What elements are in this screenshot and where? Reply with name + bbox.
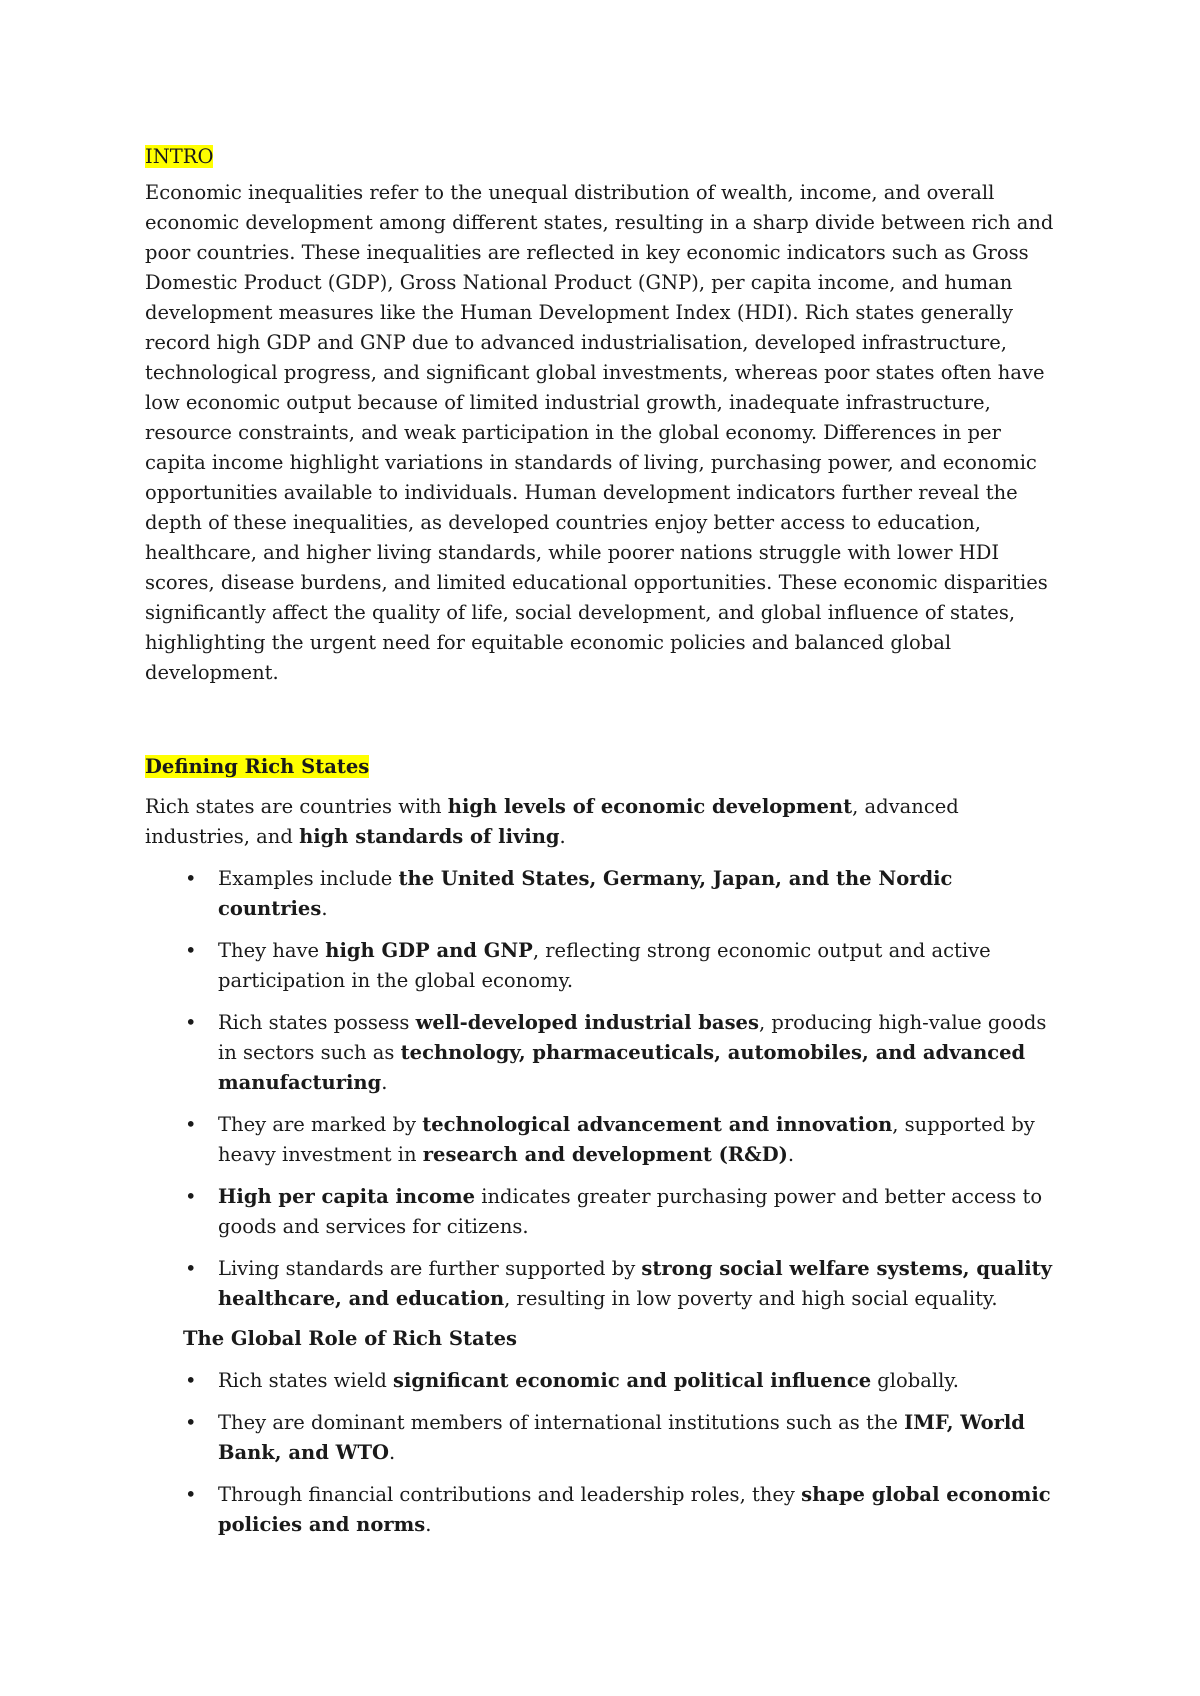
text-run: . <box>321 897 328 920</box>
text-run: . <box>381 1071 388 1094</box>
text-run: Rich states are countries with <box>145 795 448 818</box>
list-item <box>145 864 1065 924</box>
bullet-icon: • <box>185 1369 197 1392</box>
bullet-icon: • <box>185 1113 197 1136</box>
intro-label <box>145 142 1065 172</box>
bold-run: research and development (R&D) <box>422 1143 788 1166</box>
bold-run: technology, pharmaceuticals, automobiles, and advanced manufacturing <box>218 1041 1026 1094</box>
text-run: Rich states possess <box>218 1011 416 1034</box>
text-run: They are marked by <box>218 1113 423 1136</box>
text-run: . <box>389 1441 396 1464</box>
text-run: globally. <box>871 1369 959 1392</box>
list-item <box>145 1182 1065 1242</box>
text-run: Examples include <box>218 867 399 890</box>
global-role-list <box>145 1366 1065 1540</box>
bold-run: strong social welfare systems, quality healthcare, and education <box>218 1257 1052 1310</box>
list-item <box>145 1480 1065 1540</box>
text-run: They are dominant members of international institutions such as the <box>218 1411 905 1434</box>
list-item <box>145 1408 1065 1468</box>
text-run: , resulting in low poverty and high social equality. <box>504 1287 998 1310</box>
bold-run: IMF, World Bank, and WTO <box>218 1411 1025 1464</box>
bold-run: high standards of living <box>299 825 560 848</box>
document-page <box>145 142 1065 1540</box>
rich-states-list <box>145 864 1065 1314</box>
bullet-icon: • <box>185 1411 197 1434</box>
intro-paragraph: Economic inequalities refer to the unequal distribution of wealth, income, and overall economic development among different states, resulting in a sharp divide between rich and poor countries. These inequalities are reflected in key economic indicators such as Gross Domestic Product (GDP), Gross National Product (GNP), per capita income, and human development measures like the Human Development Index (HDI). Rich states generally record high GDP and GNP due to advanced industrialisation, developed infrastructure, technological progress, and significant global investments, whereas poor states often have low economic output because of limited industrial growth, inadequate infrastructure, resource constraints, and weak participation in the global economy. Differences in per capita income highlight variations in standards of living, purchasing power, and economic opportunities available to individuals. Human development indicators further reveal the depth of these inequalities, as developed countries enjoy better access to education, healthcare, and higher living standards, while poorer nations struggle with lower HDI scores, disease burdens, and limited educational opportunities. These economic disparities significantly affect the quality of life, social development, and global influence of states, highlighting the urgent need for equitable economic policies and balanced global development. <box>145 181 1054 684</box>
bullet-icon: • <box>185 939 197 962</box>
bold-run: significant economic and political influence <box>393 1369 872 1392</box>
bold-run: high GDP and GNP <box>325 939 533 962</box>
list-item <box>145 1008 1065 1098</box>
text-run: . <box>559 825 566 848</box>
bullet-icon: • <box>185 1185 197 1208</box>
bullet-icon: • <box>185 1483 197 1506</box>
bold-run: high levels of economic development <box>447 795 853 818</box>
intro-label-text: INTRO <box>145 145 214 168</box>
text-run: . <box>787 1143 795 1166</box>
bold-run: technological advancement and innovation <box>422 1113 893 1136</box>
global-role-heading: The Global Role of Rich States <box>183 1327 517 1350</box>
bold-run: well-developed industrial bases <box>415 1011 759 1034</box>
bullet-icon: • <box>185 1011 197 1034</box>
list-item <box>145 1366 1065 1396</box>
text-run: , producing high-value goods in sectors such as <box>218 1011 1047 1064</box>
bullet-icon: • <box>185 1257 197 1280</box>
rich-states-intro <box>145 792 1065 852</box>
text-run: Rich states wield <box>218 1369 394 1392</box>
text-run: . <box>425 1513 432 1536</box>
bold-run: shape global economic policies and norms <box>218 1483 1051 1536</box>
bullet-icon: • <box>185 867 197 890</box>
rich-states-heading-text: Defining Rich States <box>145 755 370 778</box>
rich-states-heading <box>145 752 1065 782</box>
bold-run: High per capita income <box>218 1185 476 1208</box>
text-run: , supported by heavy investment in <box>218 1113 1035 1166</box>
bold-run: the United States, Germany, Japan, and the Nordic countries <box>218 867 953 920</box>
text-run: indicates greater purchasing power and better access to goods and services for citizens. <box>218 1185 1043 1238</box>
text-run: , reflecting strong economic output and active participation in the global economy. <box>218 939 991 992</box>
list-item <box>145 936 1065 996</box>
text-run: Through financial contributions and leadership roles, they <box>218 1483 802 1506</box>
text-run: Living standards are further supported by <box>218 1257 642 1280</box>
text-run: They have <box>218 939 326 962</box>
text-run: , advanced industries, and <box>145 795 959 848</box>
list-item <box>145 1254 1065 1314</box>
list-item <box>145 1110 1065 1170</box>
